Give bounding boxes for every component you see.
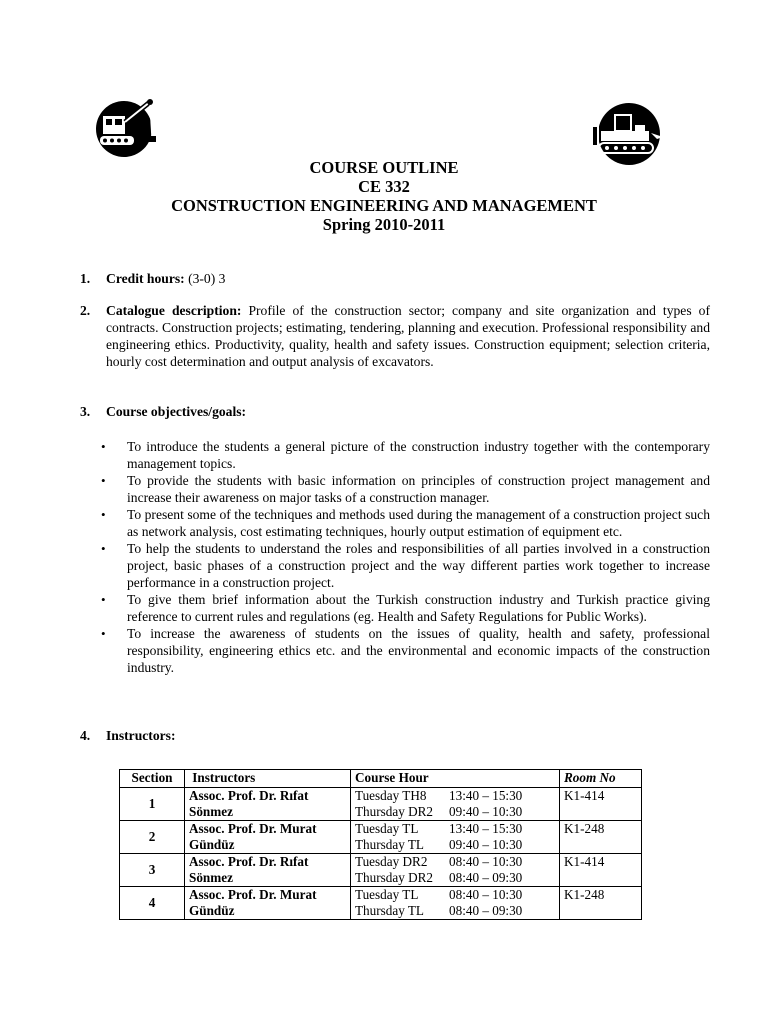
list-item: • To provide the students with basic information on principles of construction project management and increase their awareness on major tasks of a construction manager. bbox=[101, 473, 710, 505]
instructors-table bbox=[119, 769, 642, 920]
bullet-icon: • bbox=[101, 626, 106, 641]
list-item: • To present some of the techniques and methods used during the management of a construction project such as network analysis, cost estimating techniques, hourly output estimation of equipment etc. bbox=[101, 507, 710, 539]
hour-cell: Tuesday TL 13:40 – 15:30 Thursday TL 09:40 – 10:30 bbox=[351, 821, 560, 854]
list-item: • To give them brief information about the Turkish construction industry and Turkish practice giving reference to current rules and regulations (eg. Health and Safety Regulations for Public Works). bbox=[101, 592, 710, 624]
instructor-cell: Assoc. Prof. Dr. Murat Gündüz bbox=[185, 821, 351, 854]
section-number: 1. bbox=[80, 271, 91, 286]
bullet-icon: • bbox=[101, 473, 106, 488]
header-section: Section bbox=[120, 770, 185, 788]
section-instructors bbox=[80, 727, 710, 744]
page-header bbox=[0, 158, 768, 234]
section-number: 2. bbox=[80, 303, 91, 318]
instructor-cell: Assoc. Prof. Dr. Rıfat Sönmez bbox=[185, 854, 351, 887]
section-cell: 2 bbox=[120, 821, 185, 854]
room-cell: K1-414 bbox=[560, 854, 642, 887]
section-title: Instructors: bbox=[106, 728, 176, 743]
section-title: Credit hours: bbox=[106, 271, 185, 286]
list-item: • To increase the awareness of students on the issues of quality, health and safety, professional responsibility, engineering ethics etc. and the environmental and economic impacts of the construction industry. bbox=[101, 626, 710, 675]
room-cell: K1-248 bbox=[560, 821, 642, 854]
bulldozer-logo-icon bbox=[585, 103, 667, 165]
section-title: Catalogue description: bbox=[106, 303, 242, 318]
hour-cell: Tuesday TH8 13:40 – 15:30 Thursday DR2 09:40 – 10:30 bbox=[351, 788, 560, 821]
section-cell: 1 bbox=[120, 788, 185, 821]
section-cell: 3 bbox=[120, 854, 185, 887]
section-catalogue bbox=[80, 302, 710, 370]
section-credit-hours bbox=[80, 270, 710, 287]
section-number: 4. bbox=[80, 728, 91, 743]
table-row bbox=[120, 887, 642, 920]
table-row bbox=[120, 821, 642, 854]
course-code: CE 332 bbox=[358, 177, 410, 196]
instructor-cell: Assoc. Prof. Dr. Murat Gündüz bbox=[185, 887, 351, 920]
header-instructors: Instructors bbox=[185, 770, 351, 788]
excavator-logo-icon bbox=[94, 96, 158, 158]
course-name: CONSTRUCTION ENGINEERING AND MANAGEMENT bbox=[171, 196, 597, 215]
table-row bbox=[120, 788, 642, 821]
list-item: • To introduce the students a general picture of the construction industry together with the contemporary management topics. bbox=[101, 439, 710, 471]
section-title: Course objectives/goals: bbox=[106, 404, 247, 419]
table-header-row bbox=[120, 770, 642, 788]
instructor-cell: Assoc. Prof. Dr. Rıfat Sönmez bbox=[185, 788, 351, 821]
bullet-icon: • bbox=[101, 541, 106, 556]
bullet-icon: • bbox=[101, 507, 106, 522]
hour-cell: Tuesday TL 08:40 – 10:30 Thursday TL 08:40 – 09:30 bbox=[351, 887, 560, 920]
header-room: Room No bbox=[560, 770, 642, 788]
room-cell: K1-248 bbox=[560, 887, 642, 920]
table-row bbox=[120, 854, 642, 887]
hour-cell: Tuesday DR2 08:40 – 10:30 Thursday DR2 08:40 – 09:30 bbox=[351, 854, 560, 887]
list-item: • To help the students to understand the roles and responsibilities of all parties involved in a construction project, basic phases of a construction project and the way different parties work together to increase performance in a construction project. bbox=[101, 541, 710, 590]
room-cell: K1-414 bbox=[560, 788, 642, 821]
catalogue-text: Profile of the construction sector; company and site organization and types of contracts. Construction projects; estimating, tendering, planning and execution. Professional responsibility and engineering ethics. Productivity, quality, health and safety issues. Construction equipment; selection criteria, hourly cost determination and output analysis of excavators. bbox=[106, 303, 710, 369]
section-number: 3. bbox=[80, 404, 91, 419]
doc-title: COURSE OUTLINE bbox=[309, 158, 459, 177]
bullet-icon: • bbox=[101, 592, 106, 607]
header-course-hour: Course Hour bbox=[351, 770, 560, 788]
course-term: Spring 2010-2011 bbox=[322, 215, 446, 234]
section-objectives bbox=[80, 403, 710, 420]
bullet-icon: • bbox=[101, 439, 106, 454]
credit-value: (3-0) 3 bbox=[184, 271, 226, 286]
section-cell: 4 bbox=[120, 887, 185, 920]
goals-list bbox=[101, 438, 710, 676]
